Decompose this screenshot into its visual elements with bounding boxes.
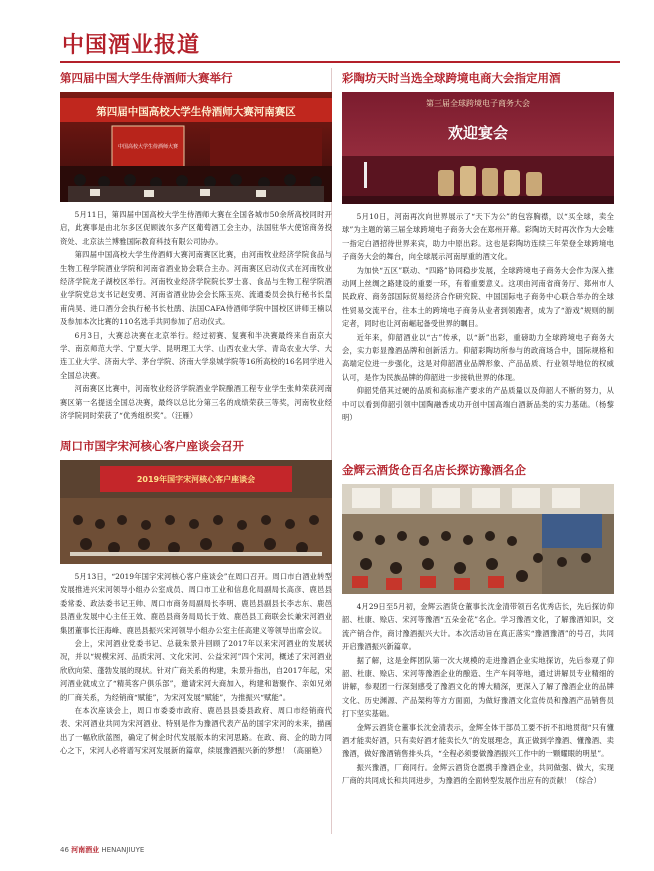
paragraph: 会上，宋河酒业党委书记、总裁朱景升回顾了2017年以来宋河酒业的发展状况，并以“规模宋河、品质宋河、文化宋河、公益宋河”四个宋河，概述了宋河酒业欣欣向荣、蓬勃发展的现状。针对广商关系的构建，朱景升指出，自2017年起，宋河酒业就成立了“精英客户俱乐部”，邀请宋河大商加入，构建和谐聚作、亲如兄弟的厂商关系，为经销商“赋能”，为宋河发展“赋能”，为推振兴“赋能”。 xyxy=(60,639,332,702)
header-rule xyxy=(60,61,620,63)
article-title: 金辉云酒货仓百名店长探访豫酒名企 xyxy=(342,463,526,477)
article-sommelier-contest xyxy=(60,68,332,423)
paragraph: 为加快“五区”联动、“四路”协同稳步发展，全球跨境电子商务大会作为深入推动网上丝绸之路建设的重要一环，有着重要意义。这项由河南省商务厅、郑州市人民政府、商务部国际贸易经济合作研究院、中国国际电子商务中心联合举办的全球性贸易交流平台，往本土的跨境电子商务从业者到领跑者，成为了“游戏”规则的制定者，同时也让河南崛起备受世界的瞩目。 xyxy=(342,265,614,329)
photo-banner-text: 第四届中国高校大学生侍酒师大赛河南赛区 xyxy=(96,106,296,118)
article-songhe-forum xyxy=(60,436,332,758)
paragraph: 5月13日，“2019年国字宋河核心客户座谈会”在周口召开。周口市白酒业转型发展推进兴宋河领导小组办公室成员、周口市工业和信息化局副局长高彦、鹿邑县委常委、政法委书记王帅、周口市商务局副局长李明、鹿邑县副县长李志东、鹿邑县酒业发展中心主任王效、鹿邑县商务局局长于效、鹿邑县工商联会长兼宋河酒业集团董事长汪海峰、鹿邑县振兴宋河领导小组办公室主任高建义等领导出席会议。 xyxy=(60,572,332,635)
article-body xyxy=(342,600,614,788)
article-title: 彩陶坊天时当选全球跨境电商大会指定用酒 xyxy=(342,71,561,85)
paragraph: 近年来，仰韶酒业以“古”传承，以“新”出彩，重磅助力全球跨境电子商务大会，实力彰显豫酒品牌和创新活力。仰韶彩陶坊所参与的政商场合中，国际规格和高端定位进一步强化，这是对仰韶酒业品牌形象、产品品质、行业领导地位的权威认可，是作为民族品牌的仰韶进一步接轨世界的体现。 xyxy=(342,332,614,382)
visit-photo-illustration xyxy=(342,484,614,594)
photo-factory-visit xyxy=(342,484,614,594)
article-title: 第四届中国大学生侍酒师大赛举行 xyxy=(60,71,233,85)
article-body xyxy=(342,210,614,425)
footer-brand-en: HENANJIUYE xyxy=(101,846,145,854)
photo-conference-hall xyxy=(60,460,332,564)
paragraph: 6月3日，大赛总决赛在北京举行。经过初赛、复赛和半决赛最终来自南京大学、南京师范大学、宁夏大学、昆明理工大学、山西农业大学、青岛农业大学、大连工业大学、济南大学、茅台学院、济南大学泉城学院等16所高校的16名同学进入全国总决赛。 xyxy=(60,330,332,380)
photo-banner-text: 2019年国字宋河核心客户座谈会 xyxy=(136,475,256,484)
photo-screen-text: 中国高校大学生侍酒师大赛 xyxy=(117,144,179,150)
paragraph: 河南赛区比赛中，河南牧业经济学院酒业学院酿酒工程专业学生张帅荣获河南赛区第一名提送全国总决赛，最终以总比分第三名的成绩荣获三等奖，河南牧业经济学院同时荣获了“优秀组织奖”。（汪雁） xyxy=(60,384,332,421)
paragraph: 金辉云酒货仓董事长沈金清表示，金辉全体干部员工要不折不扣地贯彻“只有懂酒才能卖好酒，只有卖好酒才能卖长久”的发展理念，真正做到学豫酒、懂豫酒、卖豫酒，做好豫酒销售排头兵，“全程必须要做豫酒振兴工作中的一颗耀眼的明星”。 xyxy=(342,722,614,759)
paragraph: 据了解，这是金辉团队第一次大规模的走进豫酒企业实地探访，先后参观了仰韶、杜康、赊店、宋河等豫酒企业的酿造、生产车间等地，通过讲解员专业精细的讲解，参观团一行深刻感受了豫酒文化的博大精深，更深入了解了豫酒企业的品牌文化、历史渊源、产品架构等方方面面，为做好豫酒文化宣传员和豫酒产品销售员打下坚实基础。 xyxy=(342,655,614,719)
paragraph: 振兴豫酒，厂商同行。金辉云酒货仓愿携手豫酒企业，共同做强、做大，实现厂商的共同成长和共同进步，为豫酒的全面转型发展作出应有的贡献！（综合） xyxy=(342,762,614,786)
paragraph: 5月10日，河南再次向世界展示了“天下为公”的包容胸襟，以“买全球，卖全球”为主题的第三届全球跨境电子商务大会在郑州开幕。彩陶坊天时再次作为大会唯一指定白酒招待世界来宾，助力中原出彩。这也是彩陶坊连续三年荣登全球跨境电子商务大会的舞台，向全球展示河南厚重的酒文化。 xyxy=(342,212,614,262)
article-title: 周口市国字宋河核心客户座谈会召开 xyxy=(60,439,244,453)
page-number: 46 xyxy=(60,846,69,854)
section-title: 中国酒业报道 xyxy=(62,33,201,58)
photo-welcome-banquet xyxy=(342,92,614,204)
photo-sub-text: 欢迎宴会 xyxy=(447,124,509,142)
paragraph: 仰韶凭借其过硬的品质和高标准产要求的产品质量以及仰韶人不断的努力，从中可以看到仰韶引领中国陶融香成功开创中国高端白酒新品类的实力基础。（杨黎明） xyxy=(342,386,614,423)
paragraph: 在本次座谈会上，周口市委委市政府、鹿邑县县委县政府、周口市经销商代表、宋河酒业共同为宋河酒业、特别是作为豫酒代表产品的国字宋河的未来，描画出了一幅欣欣蓝图，确定了树企时代发展版本的宋河思路。在政、商、企的助力同心之下，宋河人必将谱写宋河发展新的篇章，续展豫酒振兴新的梦想！（高丽艳） xyxy=(60,706,332,756)
paragraph: 4月29日至5月初，金辉云酒货仓董事长沈金清带领百名优秀店长，先后探访仰韶、杜康、赊店、宋河等豫酒“五朵金花”名企。学习豫酒文化，了解豫酒知识，交流产销合作，商讨豫酒振兴大计。本次活动旨在真正落实“豫酒豫酒”的号召，共同开启豫酒振兴新篇章。 xyxy=(342,602,614,652)
article-jinhui xyxy=(342,460,614,788)
paragraph: 5月11日，第四届中国高校大学生侍酒师大赛在全国各城市50余所高校同时开启，此赛事是由北尔多区促顾波尔多产区葡萄酒工会主办，法国驻华大使馆商务投资处、北京法兰博雅国际教育科技有限公司协办。 xyxy=(60,210,332,246)
conference-photo-illustration xyxy=(60,460,332,564)
article-body xyxy=(60,570,332,758)
footer-brand: 河南酒业 xyxy=(71,846,100,854)
article-caitaofang xyxy=(342,68,614,425)
photo-contest-stage xyxy=(60,92,332,202)
photo-banner-text: 第三届全球跨境电子商务大会 xyxy=(426,99,530,108)
article-body xyxy=(60,208,332,423)
contest-photo-illustration xyxy=(60,92,332,202)
top-strip xyxy=(0,0,654,6)
paragraph: 第四届中国高校大学生侍酒师大赛河南赛区比赛，由河南牧业经济学院食品与生物工程学院酒业学院和河南省酒业协会联合主办。河南赛区启动仪式在河南牧业经济学院龙子湖校区举行。河南牧业经济学院院长罗士喜、食品与生物工程学院酒业学院党总支书记赵安勇、河南省酒业协会会长陈玉亮、流通委员会执行秘书长皇甫尚昊、进口酒分会执行秘书长杜鹃、法国CAFA侍酒师学院中国校区讲师王楠以及参加本次比赛的110名选手共同参加了启动仪式。 xyxy=(60,250,332,327)
banquet-photo-illustration xyxy=(342,92,614,204)
page-footer xyxy=(60,845,144,855)
